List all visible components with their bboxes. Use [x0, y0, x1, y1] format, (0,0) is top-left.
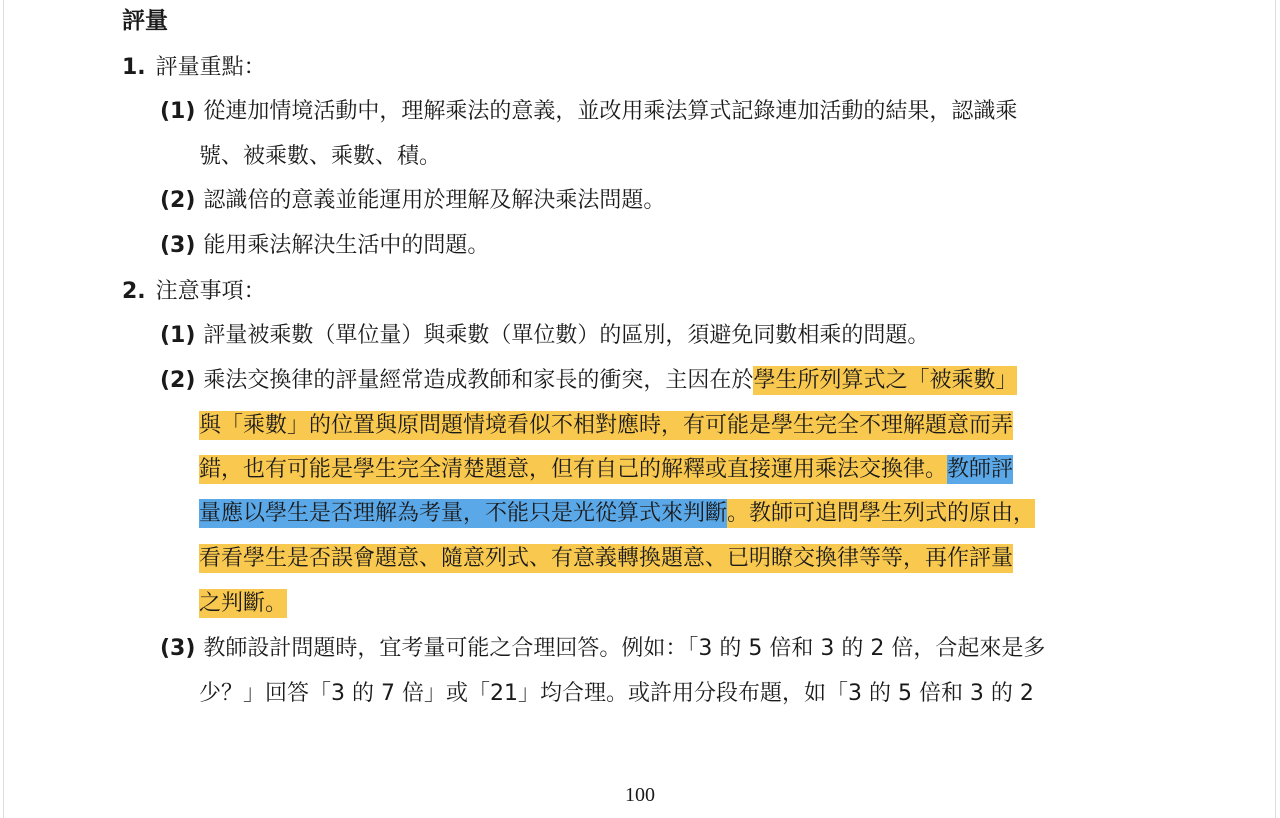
note-item-2-line-2 — [199, 409, 1013, 443]
blue-highlight: 量應以學生是否理解為考量，不能只是光從算式來判斷 — [199, 501, 728, 526]
yellow-highlight: 看看學生是否誤會題意、隨意列式、有意義轉換題意、已明瞭交換律等等，再作評量 — [199, 546, 1014, 571]
section-title: 評量 — [122, 8, 168, 34]
item-number: (1) — [160, 99, 196, 124]
item-text: 能用乘法解決生活中的問題。 — [203, 233, 490, 258]
note-item-3 — [160, 632, 1045, 666]
focus-item-3 — [160, 229, 489, 263]
yellow-highlight: 學生所列算式之「被乘數」 — [753, 368, 1018, 393]
item-number: (2) — [160, 188, 196, 213]
item-text: 認識倍的意義並能運用於理解及解決乘法問題。 — [203, 188, 666, 213]
note-item-2-line-6 — [199, 587, 287, 621]
page-right-edge — [1275, 0, 1276, 818]
heading-title: 評量重點： — [155, 55, 266, 80]
item-text: 乘法交換律的評量經常造成教師和家長的衝突，主因在於 — [203, 368, 754, 393]
yellow-highlight: 與「乘數」的位置與原問題情境看似不相對應時，有可能是學生完全不理解題意而弄 — [199, 413, 1014, 438]
item-number: (2) — [160, 368, 196, 393]
heading-title: 注意事項： — [155, 279, 266, 304]
focus-item-1 — [160, 95, 1017, 129]
heading-number: 2. — [122, 279, 146, 304]
item-number: (1) — [160, 323, 196, 348]
note-item-2-line-5 — [199, 542, 1013, 576]
item-number: (3) — [160, 636, 196, 661]
item-number: (3) — [160, 233, 196, 258]
item-text: 教師設計問題時，宜考量可能之合理回答。例如：「3 的 5 倍和 3 的 2 倍，合起來是多 — [203, 636, 1046, 661]
note-item-1 — [160, 319, 929, 353]
yellow-highlight: 。教師可追問學生列式的原由， — [727, 501, 1036, 526]
page-number: 100 — [625, 784, 655, 806]
item-text: 從連加情境活動中，理解乘法的意義，並改用乘法算式記錄連加活動的結果，認識乘 — [203, 99, 1018, 124]
heading-number: 1. — [122, 55, 146, 80]
heading-assessment-focus — [122, 51, 266, 85]
item-text: 評量被乘數（單位量）與乘數（單位數）的區別，須避免同數相乘的問題。 — [203, 323, 930, 348]
page-left-edge — [3, 0, 4, 818]
blue-highlight: 教師評 — [947, 457, 1014, 482]
yellow-highlight: 錯，也有可能是學生完全清楚題意，但有自己的解釋或直接運用乘法交換律。 — [199, 457, 948, 482]
heading-notes — [122, 275, 266, 309]
focus-item-2 — [160, 184, 665, 218]
note-item-2-line-4 — [199, 497, 1035, 531]
note-item-2 — [160, 364, 1017, 398]
yellow-highlight: 之判斷。 — [199, 591, 288, 616]
note-item-2-line-3 — [199, 453, 1013, 487]
focus-item-1-continued: 號、被乘數、乘數、積。 — [199, 144, 442, 169]
note-item-3-continued: 少？」回答「3 的 7 倍」或「21」均合理。或許用分段布題，如「3 的 5 倍和 3 的 2 — [199, 681, 1034, 706]
